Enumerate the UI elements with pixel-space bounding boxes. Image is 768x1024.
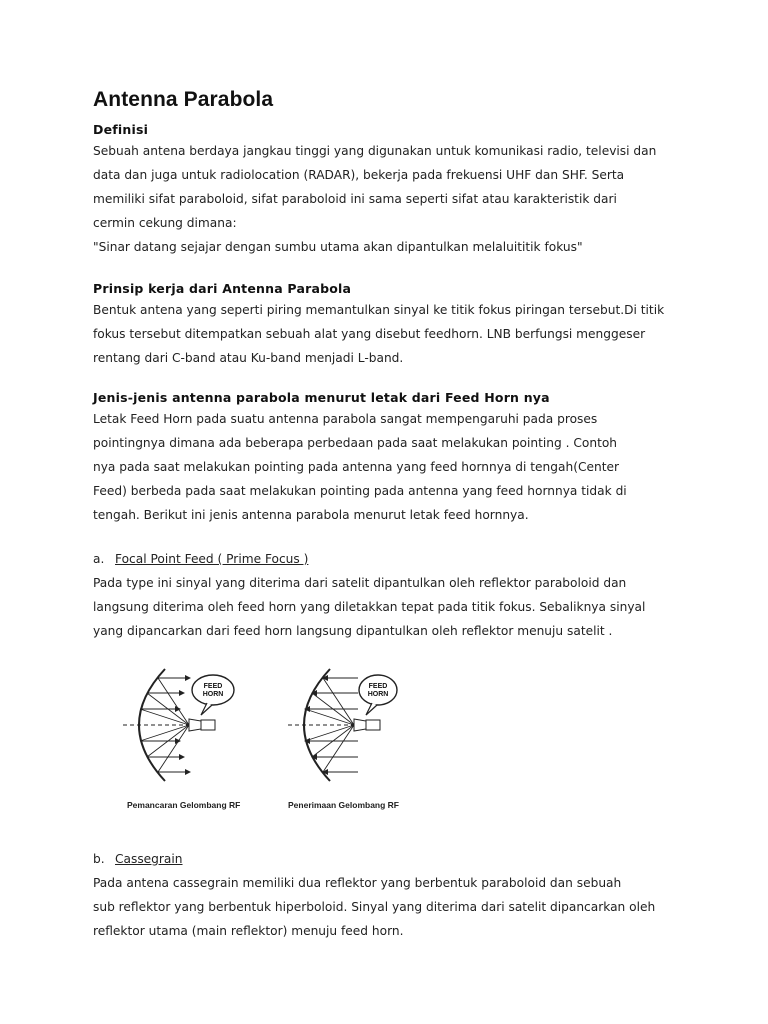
paragraph-line: nya pada saat melakukan pointing pada antenna yang feed hornnya di tengah(Center xyxy=(93,460,619,474)
figure-caption-left: Pemancaran Gelombang RF xyxy=(127,800,241,810)
paragraph-line: yang dipancarkan dari feed horn langsung dipantulkan oleh reflektor menuju satelit . xyxy=(93,624,613,638)
paragraph-line: Bentuk antena yang seperti piring memantulkan sinyal ke titik fokus piringan tersebut.Di titik xyxy=(93,303,665,317)
dish-right-receive xyxy=(288,669,399,810)
bubble-label-line1: FEED xyxy=(368,683,388,690)
paragraph-line: Pada type ini sinyal yang diterima dari satelit dipantulkan oleh reflektor paraboloid dan xyxy=(93,576,627,590)
paragraph-line: Sebuah antena berdaya jangkau tinggi yang digunakan untuk komunikasi radio, televisi dan xyxy=(93,144,657,158)
paragraph-line: Letak Feed Horn pada suatu antenna parabola sangat mempengaruhi pada proses xyxy=(93,412,598,426)
paragraph-line: Pada antena cassegrain memiliki dua reflektor yang berbentuk paraboloid dan sebuah xyxy=(93,876,622,890)
bubble-label-line1: FEED xyxy=(203,683,223,690)
list-item-title: Focal Point Feed ( Prime Focus ) xyxy=(115,552,309,566)
antenna-diagram xyxy=(113,661,443,811)
paragraph-line: Feed) berbeda pada saat melakukan pointing pada antenna yang feed hornnya tidak di xyxy=(93,484,627,498)
section-jenis xyxy=(93,390,683,527)
paragraph-line: cermin cekung dimana: xyxy=(93,216,237,230)
paragraph-line: sub reflektor yang berbentuk hiperboloid. Sinyal yang diterima dari satelit dipancarkan oleh xyxy=(93,900,656,914)
paragraph-line: fokus tersebut ditempatkan sebuah alat yang disebut feedhorn. LNB berfungsi menggeser xyxy=(93,327,646,341)
list-item-title: Cassegrain xyxy=(115,852,183,866)
document-page xyxy=(93,88,683,963)
section-definisi xyxy=(93,122,683,259)
paragraph-line: pointingnya dimana ada beberapa perbedaan pada saat melakukan pointing . Contoh xyxy=(93,436,618,450)
quote-line: "Sinar datang sejajar dengan sumbu utama akan dipantulkan melaluititik fokus" xyxy=(93,240,583,254)
list-marker: b. xyxy=(93,852,105,866)
list-marker: a. xyxy=(93,552,105,566)
focal-point-feed-figure xyxy=(113,661,443,811)
section-heading-jenis: Jenis-jenis antenna parabola menurut letak dari Feed Horn nya xyxy=(93,390,550,405)
section-prinsip xyxy=(93,281,683,370)
dish-left-transmit xyxy=(123,669,240,810)
section-item-b xyxy=(93,847,683,943)
list-item-heading-b xyxy=(93,847,683,871)
section-heading-definisi: Definisi xyxy=(93,122,149,137)
figure-caption-right: Penerimaan Gelombang RF xyxy=(288,800,399,810)
paragraph-line: langsung diterima oleh feed horn yang diletakkan tepat pada titik fokus. Sebaliknya sinyal xyxy=(93,600,646,614)
bubble-label-line2: HORN xyxy=(202,691,224,698)
list-item-heading-a xyxy=(93,547,683,571)
section-item-a xyxy=(93,547,683,811)
page-title: Antenna Parabola xyxy=(93,88,274,111)
paragraph-line: reflektor utama (main reflektor) menuju feed horn. xyxy=(93,924,404,938)
paragraph-line: tengah. Berikut ini jenis antenna parabola menurut letak feed hornnya. xyxy=(93,508,529,522)
section-heading-prinsip: Prinsip kerja dari Antenna Parabola xyxy=(93,281,352,296)
paragraph-line: memiliki sifat paraboloid, sifat paraboloid ini sama seperti sifat atau karakteristik dari xyxy=(93,192,617,206)
bubble-label-line2: HORN xyxy=(367,691,389,698)
paragraph-line: rentang dari C-band atau Ku-band menjadi L-band. xyxy=(93,351,404,365)
paragraph-line: data dan juga untuk radiolocation (RADAR), bekerja pada frekuensi UHF dan SHF. Serta xyxy=(93,168,625,182)
